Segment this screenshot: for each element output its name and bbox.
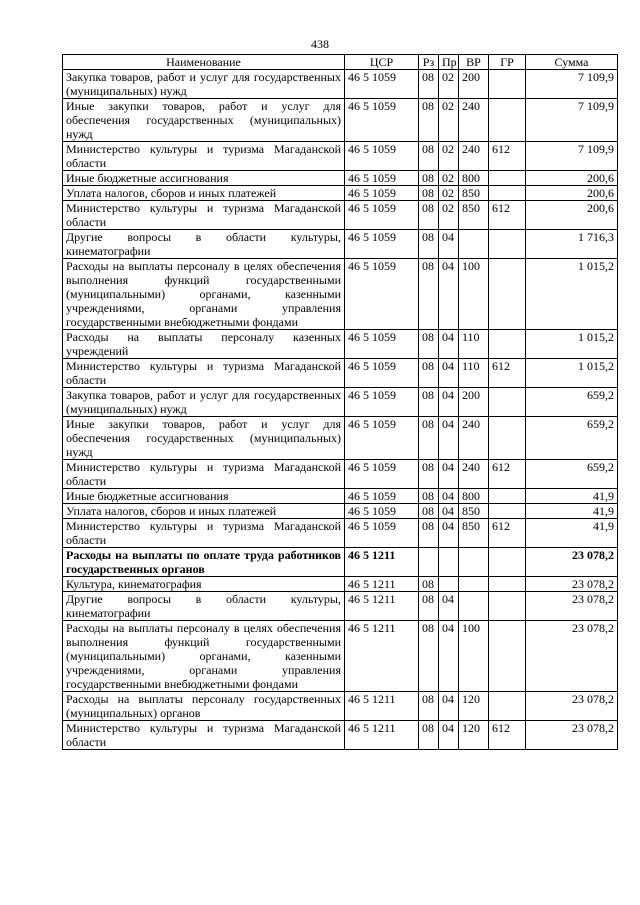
header-name: Наименование xyxy=(63,55,345,70)
gr-cell xyxy=(489,504,526,519)
csr-cell: 46 5 1211 xyxy=(345,621,419,692)
csr-cell: 46 5 1059 xyxy=(345,489,419,504)
sum-cell: 41,9 xyxy=(526,504,618,519)
name-cell: Другие вопросы в области культуры, кинематографии xyxy=(63,592,345,621)
vr-cell: 100 xyxy=(459,259,489,330)
rz-cell: 08 xyxy=(419,721,439,750)
table-header-row xyxy=(63,55,618,70)
vr-cell xyxy=(459,592,489,621)
rz-cell: 08 xyxy=(419,359,439,388)
vr-cell: 240 xyxy=(459,99,489,142)
gr-cell: 612 xyxy=(489,359,526,388)
rz-cell: 08 xyxy=(419,171,439,186)
name-cell: Расходы на выплаты персоналу в целях обеспечения выполнения функций государственными (муниципальными) органами, казенными учреждениями, органами управления государственными внебюджетными фондами xyxy=(63,621,345,692)
gr-cell xyxy=(489,417,526,460)
sum-cell: 41,9 xyxy=(526,489,618,504)
pr-cell: 04 xyxy=(439,592,459,621)
sum-cell: 7 109,9 xyxy=(526,142,618,171)
pr-cell: 04 xyxy=(439,621,459,692)
sum-cell: 41,9 xyxy=(526,519,618,548)
rz-cell: 08 xyxy=(419,592,439,621)
pr-cell: 04 xyxy=(439,692,459,721)
gr-cell: 612 xyxy=(489,519,526,548)
rz-cell: 08 xyxy=(419,70,439,99)
pr-cell: 02 xyxy=(439,70,459,99)
pr-cell: 02 xyxy=(439,99,459,142)
table-row xyxy=(63,171,618,186)
gr-cell xyxy=(489,621,526,692)
name-cell: Иные закупки товаров, работ и услуг для обеспечения государственных (муниципальных) нужд xyxy=(63,417,345,460)
vr-cell: 120 xyxy=(459,721,489,750)
csr-cell: 46 5 1211 xyxy=(345,548,419,577)
vr-cell: 110 xyxy=(459,330,489,359)
header-vr: ВР xyxy=(459,55,489,70)
sum-cell: 1 015,2 xyxy=(526,259,618,330)
pr-cell: 02 xyxy=(439,142,459,171)
sum-cell: 7 109,9 xyxy=(526,99,618,142)
gr-cell xyxy=(489,489,526,504)
gr-cell: 612 xyxy=(489,142,526,171)
vr-cell: 100 xyxy=(459,621,489,692)
sum-cell: 23 078,2 xyxy=(526,692,618,721)
name-cell: Министерство культуры и туризма Магаданской области xyxy=(63,721,345,750)
csr-cell: 46 5 1211 xyxy=(345,721,419,750)
csr-cell: 46 5 1211 xyxy=(345,577,419,592)
rz-cell: 08 xyxy=(419,186,439,201)
table-row xyxy=(63,577,618,592)
gr-cell xyxy=(489,186,526,201)
table-row xyxy=(63,460,618,489)
header-sum: Сумма xyxy=(526,55,618,70)
name-cell: Расходы на выплаты персоналу государственных (муниципальных) органов xyxy=(63,692,345,721)
csr-cell: 46 5 1059 xyxy=(345,359,419,388)
gr-cell: 612 xyxy=(489,721,526,750)
header-pr: Пр xyxy=(439,55,459,70)
sum-cell: 200,6 xyxy=(526,171,618,186)
pr-cell: 04 xyxy=(439,489,459,504)
vr-cell: 850 xyxy=(459,186,489,201)
csr-cell: 46 5 1059 xyxy=(345,460,419,489)
csr-cell: 46 5 1059 xyxy=(345,171,419,186)
vr-cell xyxy=(459,577,489,592)
rz-cell: 08 xyxy=(419,460,439,489)
rz-cell: 08 xyxy=(419,330,439,359)
table-row xyxy=(63,230,618,259)
table-row xyxy=(63,142,618,171)
table-row xyxy=(63,692,618,721)
rz-cell: 08 xyxy=(419,142,439,171)
name-cell: Министерство культуры и туризма Магаданской области xyxy=(63,519,345,548)
vr-cell: 110 xyxy=(459,359,489,388)
gr-cell xyxy=(489,388,526,417)
csr-cell: 46 5 1059 xyxy=(345,259,419,330)
rz-cell: 08 xyxy=(419,692,439,721)
gr-cell xyxy=(489,330,526,359)
pr-cell: 04 xyxy=(439,359,459,388)
rz-cell: 08 xyxy=(419,577,439,592)
vr-cell: 240 xyxy=(459,142,489,171)
table-row xyxy=(63,388,618,417)
sum-cell: 23 078,2 xyxy=(526,592,618,621)
name-cell: Расходы на выплаты персоналу в целях обеспечения выполнения функций государственными (муниципальными) органами, казенными учреждениями, органами управления государственными внебюджетными фондами xyxy=(63,259,345,330)
rz-cell: 08 xyxy=(419,99,439,142)
sum-cell: 23 078,2 xyxy=(526,577,618,592)
name-cell: Расходы на выплаты персоналу казенных учреждений xyxy=(63,330,345,359)
pr-cell: 04 xyxy=(439,721,459,750)
vr-cell: 240 xyxy=(459,460,489,489)
csr-cell: 46 5 1211 xyxy=(345,692,419,721)
rz-cell: 08 xyxy=(419,388,439,417)
table-row xyxy=(63,621,618,692)
budget-table xyxy=(62,54,618,750)
header-rz: Рз xyxy=(419,55,439,70)
pr-cell: 04 xyxy=(439,330,459,359)
table-row xyxy=(63,186,618,201)
name-cell: Закупка товаров, работ и услуг для государственных (муниципальных) нужд xyxy=(63,388,345,417)
sum-cell: 200,6 xyxy=(526,201,618,230)
sum-cell: 659,2 xyxy=(526,460,618,489)
table-row xyxy=(63,259,618,330)
csr-cell: 46 5 1059 xyxy=(345,142,419,171)
table-row xyxy=(63,99,618,142)
vr-cell: 850 xyxy=(459,519,489,548)
sum-cell: 23 078,2 xyxy=(526,721,618,750)
vr-cell: 800 xyxy=(459,171,489,186)
name-cell: Уплата налогов, сборов и иных платежей xyxy=(63,186,345,201)
rz-cell: 08 xyxy=(419,621,439,692)
name-cell: Министерство культуры и туризма Магаданской области xyxy=(63,460,345,489)
pr-cell: 02 xyxy=(439,186,459,201)
gr-cell xyxy=(489,259,526,330)
gr-cell xyxy=(489,99,526,142)
sum-cell: 23 078,2 xyxy=(526,548,618,577)
vr-cell: 200 xyxy=(459,70,489,99)
gr-cell xyxy=(489,230,526,259)
name-cell: Другие вопросы в области культуры, кинематографии xyxy=(63,230,345,259)
sum-cell: 659,2 xyxy=(526,388,618,417)
table-row xyxy=(63,592,618,621)
pr-cell: 04 xyxy=(439,460,459,489)
table-row xyxy=(63,489,618,504)
rz-cell: 08 xyxy=(419,259,439,330)
vr-cell: 800 xyxy=(459,489,489,504)
name-cell: Иные бюджетные ассигнования xyxy=(63,171,345,186)
table-body xyxy=(63,70,618,750)
vr-cell: 850 xyxy=(459,201,489,230)
table-row xyxy=(63,548,618,577)
name-cell: Закупка товаров, работ и услуг для государственных (муниципальных) нужд xyxy=(63,70,345,99)
pr-cell xyxy=(439,548,459,577)
table-row xyxy=(63,519,618,548)
gr-cell xyxy=(489,171,526,186)
csr-cell: 46 5 1059 xyxy=(345,70,419,99)
vr-cell: 120 xyxy=(459,692,489,721)
pr-cell: 02 xyxy=(439,201,459,230)
name-cell: Министерство культуры и туризма Магаданской области xyxy=(63,201,345,230)
csr-cell: 46 5 1059 xyxy=(345,417,419,460)
name-cell: Министерство культуры и туризма Магаданской области xyxy=(63,359,345,388)
page-number: 438 xyxy=(311,37,329,51)
name-cell: Культура, кинематография xyxy=(63,577,345,592)
rz-cell: 08 xyxy=(419,489,439,504)
gr-cell xyxy=(489,548,526,577)
vr-cell: 200 xyxy=(459,388,489,417)
rz-cell: 08 xyxy=(419,417,439,460)
csr-cell: 46 5 1059 xyxy=(345,99,419,142)
pr-cell: 04 xyxy=(439,519,459,548)
gr-cell: 612 xyxy=(489,460,526,489)
rz-cell: 08 xyxy=(419,519,439,548)
csr-cell: 46 5 1059 xyxy=(345,330,419,359)
sum-cell: 1 015,2 xyxy=(526,359,618,388)
pr-cell: 04 xyxy=(439,417,459,460)
sum-cell: 200,6 xyxy=(526,186,618,201)
rz-cell: 08 xyxy=(419,201,439,230)
name-cell: Министерство культуры и туризма Магаданской области xyxy=(63,142,345,171)
csr-cell: 46 5 1211 xyxy=(345,592,419,621)
table-row xyxy=(63,330,618,359)
table-row xyxy=(63,359,618,388)
table-row xyxy=(63,201,618,230)
table-row xyxy=(63,417,618,460)
sum-cell: 1 716,3 xyxy=(526,230,618,259)
name-cell: Уплата налогов, сборов и иных платежей xyxy=(63,504,345,519)
name-cell: Иные закупки товаров, работ и услуг для обеспечения государственных (муниципальных) нужд xyxy=(63,99,345,142)
pr-cell: 04 xyxy=(439,388,459,417)
pr-cell: 02 xyxy=(439,171,459,186)
gr-cell xyxy=(489,592,526,621)
table-row xyxy=(63,721,618,750)
table-row xyxy=(63,70,618,99)
gr-cell xyxy=(489,692,526,721)
csr-cell: 46 5 1059 xyxy=(345,519,419,548)
csr-cell: 46 5 1059 xyxy=(345,201,419,230)
gr-cell: 612 xyxy=(489,201,526,230)
name-cell: Иные бюджетные ассигнования xyxy=(63,489,345,504)
header-gr: ГР xyxy=(489,55,526,70)
gr-cell xyxy=(489,70,526,99)
csr-cell: 46 5 1059 xyxy=(345,230,419,259)
vr-cell xyxy=(459,548,489,577)
header-csr: ЦСР xyxy=(345,55,419,70)
rz-cell: 08 xyxy=(419,230,439,259)
vr-cell: 240 xyxy=(459,417,489,460)
gr-cell xyxy=(489,577,526,592)
pr-cell xyxy=(439,577,459,592)
sum-cell: 1 015,2 xyxy=(526,330,618,359)
csr-cell: 46 5 1059 xyxy=(345,504,419,519)
sum-cell: 659,2 xyxy=(526,417,618,460)
csr-cell: 46 5 1059 xyxy=(345,388,419,417)
table-row xyxy=(63,504,618,519)
sum-cell: 7 109,9 xyxy=(526,70,618,99)
rz-cell: 08 xyxy=(419,504,439,519)
pr-cell: 04 xyxy=(439,259,459,330)
pr-cell: 04 xyxy=(439,230,459,259)
pr-cell: 04 xyxy=(439,504,459,519)
sum-cell: 23 078,2 xyxy=(526,621,618,692)
rz-cell xyxy=(419,548,439,577)
vr-cell: 850 xyxy=(459,504,489,519)
csr-cell: 46 5 1059 xyxy=(345,186,419,201)
name-cell: Расходы на выплаты по оплате труда работников государственных органов xyxy=(63,548,345,577)
vr-cell xyxy=(459,230,489,259)
